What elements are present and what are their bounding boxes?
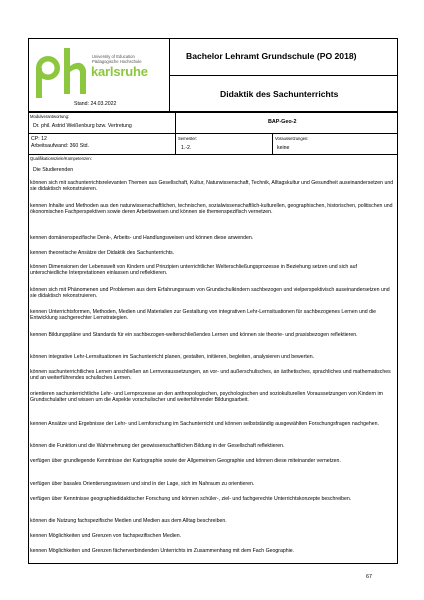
- list-item: können sich mit sachunterrichtsrelevanten Themen aus Gesellschaft, Kultur, Naturwissenschaft, Technik, Alltagskultur und Gesundheit auseinandersetzen und sie didaktisch rekonstruieren.: [30, 180, 394, 193]
- list-item: kennen Bildungspläne und Standards für ein sachbezogen-welterschließendes Lernen und können sie theorie- und praxisbezogen reflektieren.: [30, 332, 358, 338]
- program-title: Bachelor Lehramt Grundschule (PO 2018): [186, 51, 357, 61]
- list-item: können sich mit Phänomenen und Problemen aus dem Erfahrungsraum von Grundschulkindern sachbezogen und vielperspektivisch auseinandersetzen und sie didaktisch rekonstruieren.: [30, 287, 390, 300]
- list-item: verfügen über basales Orientierungswissen und sind in der Lage, sich im Nahraum zu orientieren.: [30, 481, 255, 487]
- course-title: Didaktik des Sachunterrichts: [220, 89, 339, 99]
- list-item: kennen Möglichkeiten und Grenzen von fachspezifischen Medien.: [30, 533, 182, 539]
- list-item: kennen domänenspezifische Denk-, Arbeits- und Handlungsweisen und können diese anwenden.: [30, 235, 254, 241]
- modul-label: Modulverantwortung:: [30, 114, 70, 119]
- list-item: können die Funktion und die Wahrnehmung der geowissenschaftlichen Bildung in der Gesellschaft reflektieren.: [30, 443, 285, 449]
- list-item: verfügen über Kenntnisse geographiedidaktischer Forschung und können schüler-, ziel- und fachgerechte Unterrichtskonzepte beschreiben.: [30, 496, 352, 502]
- list-item: können Dimensionen der Lebenswelt von Kindern und Prinzipien unterrichtlicher Welterschließungsprozesse in Beziehung setzen und sich auf unterschiedliche Interpretationen einlassen und reflektieren.: [30, 264, 357, 277]
- semester-value: 1.-2.: [181, 145, 192, 151]
- prereq-value: keine: [277, 145, 290, 151]
- module-code: BAP-Geo-2: [268, 119, 297, 125]
- list-item: orientieren sachunterrichtliche Lehr- und Lernprozesse an den anthropologischen, psychologischen und soziokulturellen Voraussetzungen von Kindern im Grundschulalter und wissen um die Aspekte vorschulischer und weiterführender Bildungsarbeit.: [30, 391, 383, 404]
- list-item: können die Nutzung fachspezifische Medien und Medien aus dem Alltag beschreiben.: [30, 518, 227, 524]
- logo-line-2: Pädagogische Hochschule: [92, 59, 142, 64]
- logo-city: karlsruhe: [91, 64, 148, 79]
- workload-value: Arbeitsaufwand: 360 Std.: [31, 143, 89, 149]
- list-item: kennen Unterrichtsformen, Methoden, Medien und Materialien zur Gestaltung von integrativen Lehr-Lernsituationen für sachbezogenes Lernen und die Entwicklung sachgerechter Lernstrategien.: [30, 309, 377, 322]
- logo-line-1: University of Education: [92, 54, 135, 59]
- cp-value: CP: 12: [31, 136, 47, 142]
- list-item: kennen Ansätze und Ergebnisse der Lehr- und Lernforschung im Sachunterricht und können selbstständig ausgewählten Forschungsfragen nachgehen.: [30, 421, 379, 427]
- list-item: kennen Inhalte und Methoden aus den naturwissenschaftlichen, technischen, sozialwissenschaftlich-kulturellen, geographischen, historischen, politischen und ökonomischen Fachperspektiven sowie deren Arbeitsweisen und können sie themenspezifisch vernetzen.: [30, 203, 393, 216]
- qualifications-intro: Die Studierenden: [33, 167, 74, 173]
- list-item: können integrative Lehr-Lernsituationen im Sachunterricht planen, gestalten, initiieren, begleiten, analysieren und bewerten.: [30, 354, 315, 360]
- semester-label: Semester:: [178, 136, 198, 141]
- stand-date: Stand: 24.03.2022: [74, 101, 117, 107]
- list-item: verfügen über grundlegende Kenntnisse der Kartographie sowie der Allgemeinen Geographie und können diese miteinander vernetzen.: [30, 458, 341, 464]
- ph-mark-icon: [36, 48, 86, 98]
- qualifications-label: Qualifikationsziele/Kompetenzen:: [30, 156, 92, 161]
- list-item: können sachunterrichtliches Lernen anschließen an Lernvoraussetzungen, an vor- und außerschulisches, an ästhetisches, sprachliches und mathematisches und an weiterführendes schulisches Lernen.: [30, 369, 391, 382]
- list-item: kennen theoretische Ansätze der Didaktik des Sachunterrichts.: [30, 250, 175, 256]
- modul-value: Dr. phil. Astrid Weißenburg bzw. Vertretung: [33, 123, 132, 129]
- list-item: kennen Möglichkeiten und Grenzen fächerverbindenden Unterrichts im Zusammenhang mit dem Fach Geographie.: [30, 548, 295, 554]
- prereq-label: Voraussetzungen:: [275, 136, 309, 141]
- page-number: 67: [366, 574, 372, 580]
